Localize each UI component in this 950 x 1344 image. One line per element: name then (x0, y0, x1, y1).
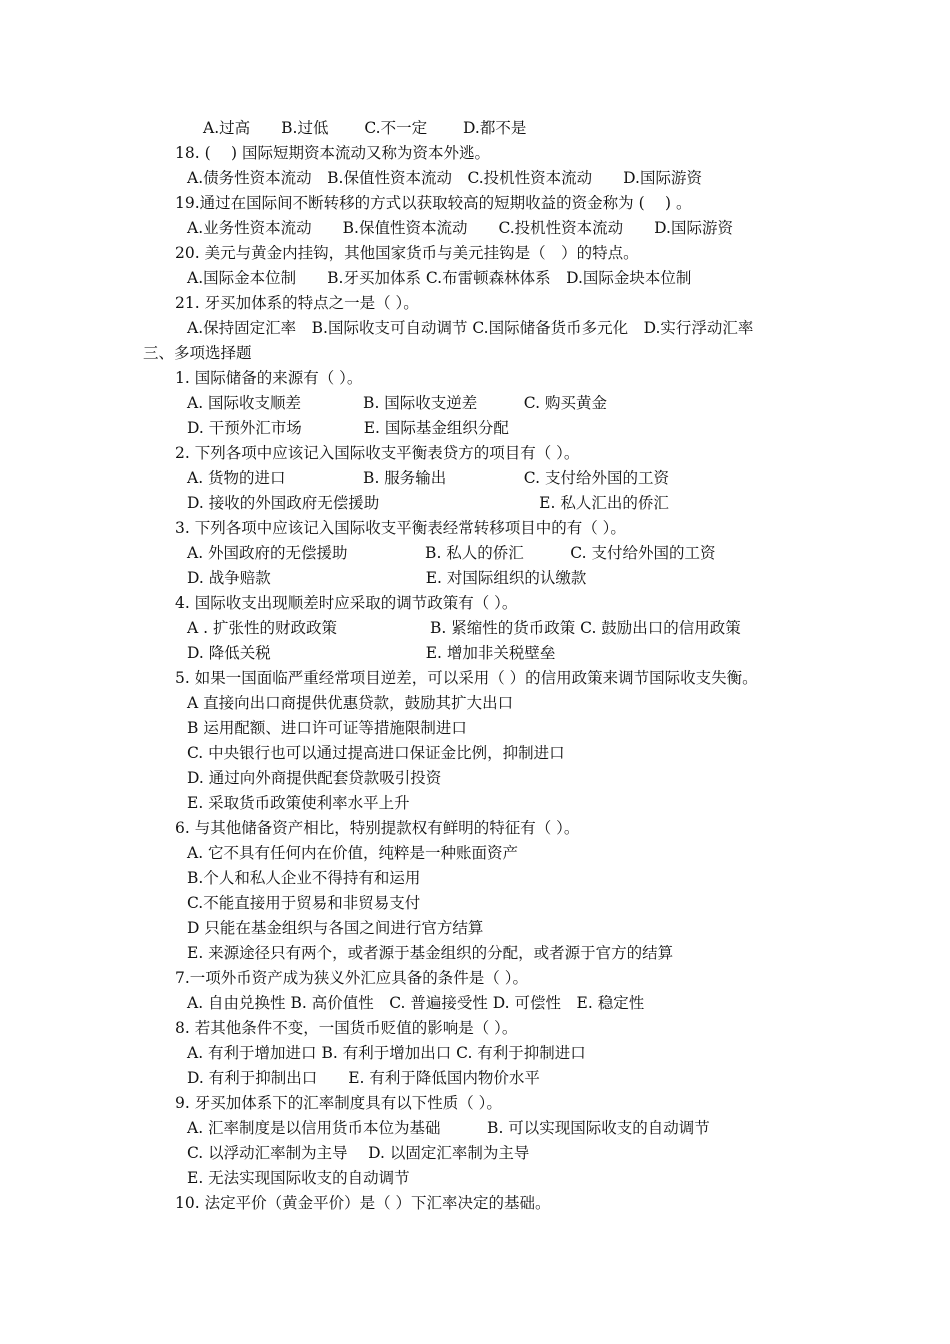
options-18: A.债务性资本流动 B.保值性资本流动 C.投机性资本流动 D.国际游资 (187, 169, 702, 187)
mc-question-7: 7.一项外币资产成为狭义外汇应具备的条件是（ ）。 (175, 969, 528, 987)
mc-question-5: 5. 如果一国面临严重经常项目逆差，可以采用（ ）的信用政策来调节国际收支失衡。 (175, 669, 758, 687)
mc-option-5e: E. 采取货币政策使利率水平上升 (187, 794, 410, 812)
mc-options-9c: E. 无法实现国际收支的自动调节 (187, 1169, 410, 1187)
mc-option-6a: A. 它不具有任何内在价值，纯粹是一种账面资产 (187, 844, 519, 862)
mc-option-5d: D. 通过向外商提供配套贷款吸引投资 (187, 769, 442, 787)
question-19: 19.通过在国际间不断转移的方式以获取较高的短期收益的资金称为 ( ) 。 (175, 194, 692, 212)
options-17: A.过高 B.过低 C.不一定 D.都不是 (203, 119, 527, 137)
mc-options-9a: A. 汇率制度是以信用货币本位为基础 B. 可以实现国际收支的自动调节 (187, 1119, 710, 1137)
mc-options-7: A. 自由兑换性 B. 高价值性 C. 普遍接受性 D. 可偿性 E. 稳定性 (187, 994, 645, 1012)
mc-option-5a: A 直接向出口商提供优惠贷款，鼓励其扩大出口 (187, 694, 514, 712)
question-18: 18. ( ) 国际短期资本流动又称为资本外逃。 (175, 144, 491, 162)
mc-option-6d: D 只能在基金组织与各国之间进行官方结算 (187, 919, 484, 937)
mc-options-2a: A. 货物的进口 B. 服务输出 C. 支付给外国的工资 (187, 469, 669, 487)
mc-options-9b: C. 以浮动汇率制为主导 D. 以固定汇率制为主导 (187, 1144, 530, 1162)
mc-options-3b: D. 战争赔款 E. 对国际组织的认缴款 (187, 569, 587, 587)
options-21: A.保持固定汇率 B.国际收支可自动调节 C.国际储备货币多元化 D.实行浮动汇率 (187, 319, 754, 337)
mc-options-4a: A . 扩张性的财政政策 B. 紧缩性的货币政策 C. 鼓励出口的信用政策 (187, 619, 741, 637)
mc-options-1b: D. 干预外汇市场 E. 国际基金组织分配 (187, 419, 509, 437)
mc-option-6e: E. 来源途径只有两个，或者源于基金组织的分配，或者源于官方的结算 (187, 944, 674, 962)
options-19: A.业务性资本流动 B.保值性资本流动 C.投机性资本流动 D.国际游资 (187, 219, 733, 237)
mc-question-4: 4. 国际收支出现顺差时应采取的调节政策有（ ）。 (175, 594, 518, 612)
mc-question-3: 3. 下列各项中应该记入国际收支平衡表经常转移项目中的有（ ）。 (175, 519, 626, 537)
mc-question-10: 10. 法定平价（黄金平价）是（ ）下汇率决定的基础。 (175, 1194, 551, 1212)
mc-question-2: 2. 下列各项中应该记入国际收支平衡表贷方的项目有（ ）。 (175, 444, 580, 462)
question-21: 21. 牙买加体系的特点之一是（ ）。 (175, 294, 419, 312)
mc-question-1: 1. 国际储备的来源有（ ）。 (175, 369, 363, 387)
mc-options-3a: A. 外国政府的无偿援助 B. 私人的侨汇 C. 支付给外国的工资 (187, 544, 716, 562)
question-20: 20. 美元与黄金内挂钩，其他国家货币与美元挂钩是（ ）的特点。 (175, 244, 639, 262)
mc-option-6b: B.个人和私人企业不得持有和运用 (187, 869, 421, 887)
options-20: A.国际金本位制 B.牙买加体系 C.布雷顿森林体系 D.国际金块本位制 (187, 269, 692, 287)
mc-question-8: 8. 若其他条件不变，一国货币贬值的影响是（ ）。 (175, 1019, 518, 1037)
mc-option-5c: C. 中央银行也可以通过提高进口保证金比例，抑制进口 (187, 744, 565, 762)
mc-options-1a: A. 国际收支顺差 B. 国际收支逆差 C. 购买黄金 (187, 394, 607, 412)
mc-question-9: 9. 牙买加体系下的汇率制度具有以下性质（ ）。 (175, 1094, 502, 1112)
mc-question-6: 6. 与其他储备资产相比，特别提款权有鲜明的特征有（ ）。 (175, 819, 580, 837)
mc-options-8a: A. 有利于增加进口 B. 有利于增加出口 C. 有利于抑制进口 (187, 1044, 586, 1062)
mc-option-5b: B 运用配额、进口许可证等措施限制进口 (187, 719, 467, 737)
section-heading: 三、多项选择题 (143, 344, 252, 362)
mc-options-8b: D. 有利于抑制出口 E. 有利于降低国内物价水平 (187, 1069, 540, 1087)
mc-option-6c: C.不能直接用于贸易和非贸易支付 (187, 894, 421, 912)
mc-options-2b: D. 接收的外国政府无偿援助 E. 私人汇出的侨汇 (187, 494, 669, 512)
mc-options-4b: D. 降低关税 E. 增加非关税壁垒 (187, 644, 556, 662)
